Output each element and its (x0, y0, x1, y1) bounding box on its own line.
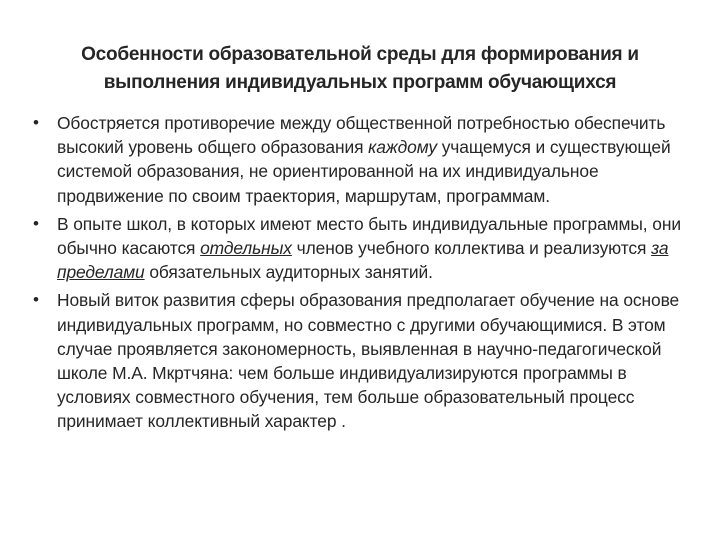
bullet-item (33, 288, 688, 433)
bullet-item (33, 212, 688, 285)
bullet-marker-icon: • (33, 213, 39, 233)
slide-title-line-1: Особенности образовательной среды для формирования и (81, 44, 639, 65)
emphasized-word: за пределами (57, 238, 669, 283)
emphasized-word: отдельных (200, 238, 292, 259)
bullet-marker-icon: • (33, 113, 39, 132)
emphasized-word: каждому (368, 137, 437, 158)
bullet-text-segment: членов учебного коллектива и реализуются (291, 238, 652, 259)
bullet-item (33, 111, 688, 208)
bullet-text-segment: Новый виток развития сферы образования предполагает обучение на основе индивидуальных программ, но совместно с другими обучающимися. В этом случае проявляется закономерность, выявленная в научно-педагогической школе М.А. Мкртчяна: чем больше индивидуализируются программы в условиях совместного обучения, тем больше образовательный процесс принимает коллективный характер . (57, 290, 680, 432)
bullet-text-segment: учащемуся и существующей системой образования, не ориентированной на их индивидуальное продвижение по своим траектория, маршрутам, программам. (57, 137, 671, 206)
slide-title (40, 41, 680, 97)
bullet-text (57, 113, 671, 206)
bullet-text-segment: В опыте школ, в которых имеют место быть индивидуальные программы, они обычно касаются (57, 213, 681, 259)
bullet-text-segment: обязательных аудиторных занятий. (144, 262, 433, 283)
bullet-text (57, 214, 681, 282)
bullet-list (33, 111, 688, 438)
slide-title-line-2: выполнения индивидуальных программ обучающихся (103, 72, 617, 93)
bullet-text (57, 290, 679, 431)
bullet-text-segment: Обостряется противоречие между общественной потребностью обеспечить высокий уровень общего образования (57, 113, 666, 158)
bullet-marker-icon: • (33, 290, 39, 310)
